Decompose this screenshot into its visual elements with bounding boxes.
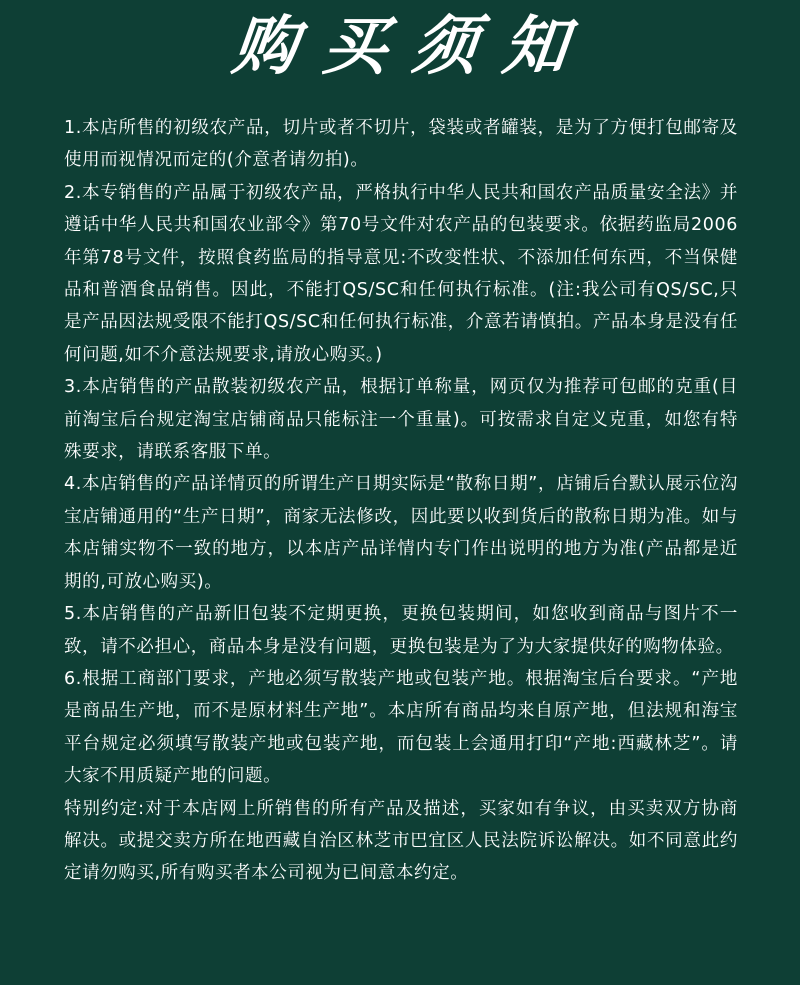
- notice-content: [64, 112, 738, 890]
- notice-paragraph-2: 2.本专销售的产品属于初级农产品，严格执行中华人民共和国农产品质量安全法》并遵话中华人民共和国农业部令》第70号文件对农产品的包装要求。依据药监局2006年第78号文件，按照食药监局的指导意见:不改变性状、不添加任何东西，不当保健品和普酒食品销售。因此，不能打QS/SC和任何执行标准。(注:我公司有QS/SC,只是产品因法规受限不能打QS/SC和任何执行标准，介意若请慎拍。产品本身是没有任何问题,如不介意法规要求,请放心购买。): [64, 182, 738, 365]
- notice-paragraph-5: 5.本店销售的产品新旧包装不定期更换，更换包装期间，如您收到商品与图片不一致，请不必担心，商品本身是没有问题，更换包装是为了为大家提供好的购物体验。: [64, 604, 738, 657]
- special-agreement-paragraph: 特别约定:对于本店网上所销售的所有产品及描述，买家如有争议，由买卖双方协商解决。或提交卖方所在地西藏自治区林芝市巴宜区人民法院诉讼解决。如不同意此约定请勿购买,所有购买者本公司视为已间意本约定。: [64, 798, 738, 884]
- notice-paragraph-6: 6.根据工商部门要求，产地必须写散装产地或包装产地。根据淘宝后台要求。“产地是商品生产地，而不是原材料生产地”。本店所有商品均来自原产地，但法规和海宝平台规定必须填写散装产地或包装产地，而包装上会通用打印“产地:西藏林芝”。请大家不用质疑产地的问题。: [64, 668, 738, 787]
- notice-paragraph-1: 1.本店所售的初级农产品，切片或者不切片，袋装或者罐装，是为了方便打包邮寄及使用而视情况而定的(介意者请勿拍)。: [64, 118, 738, 171]
- page-title: 购买须知: [229, 9, 597, 84]
- notice-paragraph-3: 3.本店销售的产品散装初级农产品，根据订单称量，网页仅为推荐可包邮的克重(目前淘宝后台规定淘宝店铺商品只能标注一个重量)。可按需求自定义克重，如您有特殊要求，请联系客服下单。: [64, 377, 738, 463]
- notice-paragraph-4: 4.本店销售的产品详情页的所谓生产日期实际是“散称日期”，店铺后台默认展示位沟宝店铺通用的“生产日期”，商家无法修改，因此要以收到货后的散称日期为准。如与本店铺实物不一致的地方，以本店产品详情内专门作出说明的地方为准(产品都是近期的,可放心购买)。: [64, 474, 738, 592]
